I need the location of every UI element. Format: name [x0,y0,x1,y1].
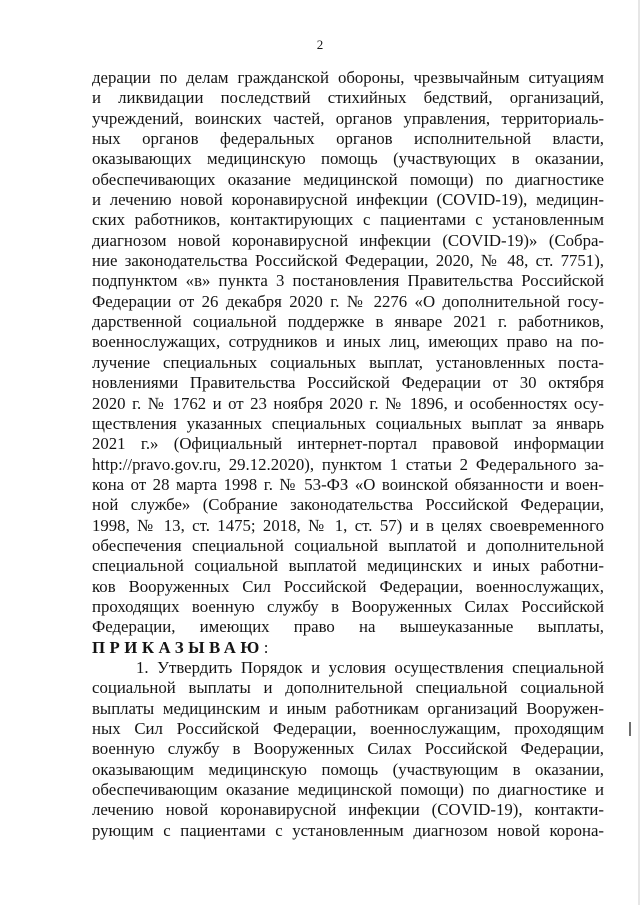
text-line: ных органов федеральных органов исполнительной власти, [92,129,604,149]
text-line: ков Вооруженных Сил Российской Федерации, военнослужащих, [92,576,604,596]
text-line: и ликвидации последствий стихийных бедствий, организаций, [92,88,604,108]
text-line: военнослужащих, сотрудников и иных лиц, имеющих право на по- [92,332,604,352]
text-line: проходящих военную службу в Вооруженных Силах Российской [92,596,604,616]
text-line: выплаты медицинским и иным работникам организаций Вооружен- [92,698,604,718]
text-line: учреждений, воинских частей, органов управления, территориаль- [92,108,604,128]
text-line: обеспечивающим оказание медицинской помощи) по диагностике и [92,780,604,800]
text-line: лечению новой коронавирусной инфекции (COVID-19), контакти- [92,800,604,820]
page-number: 2 [316,37,324,52]
text-line: военную службу в Вооруженных Силах Российской Федерации, [92,739,604,759]
order-colon: : [263,637,269,657]
text-line: 1998, № 13, ст. 1475; 2018, № 1, ст. 57) и в целях своевременного [92,515,604,535]
text-line: обеспечивающих оказание медицинской помощи) по диагностике [92,169,604,189]
text-line: ских работников, контактирующих с пациентами с установленным [92,210,604,230]
text-line: Федерации, имеющих право на вышеуказанные выплаты, [92,617,604,637]
text-line: кона от 28 марта 1998 г. № 53-ФЗ «О воинской обязанности и воен- [92,474,604,494]
order-word: ПРИКАЗЫВАЮ [92,637,264,657]
paragraph-preamble [92,68,604,658]
text-line: Федерации от 26 декабря 2020 г. № 2276 «О дополнительной госу- [92,291,604,311]
text-line: ной службе» (Собрание законодательства Российской Федерации, [92,495,604,515]
text-line: оказывающим медицинскую помощь (участвующим в оказании, [92,759,604,779]
text-line: обеспечения специальной социальной выплатой и дополнительной [92,535,604,555]
text-line: 2021 г.» (Официальный интернет-портал правовой информации [92,434,604,454]
text-line: диагнозом новой коронавирусной инфекции (COVID-19)» (Собра- [92,230,604,250]
text-line: ных Сил Российской Федерации, военнослужащим, проходящим [92,719,604,738]
text-line: http://pravo.gov.ru, 29.12.2020), пунктом 1 статьи 2 Федерального за- [92,454,604,474]
text-line: подпунктом «в» пункта 3 постановления Правительства Российской [92,271,604,291]
text-line: оказывающих медицинскую помощь (участвующих в оказании, [92,149,604,169]
order-line [92,638,604,658]
text-line: 2020 г. № 1762 и от 23 ноября 2020 г. № 1896, и особенностях осу- [92,393,604,413]
text-line: 1. Утвердить Порядок и условия осуществления специальной [136,657,604,677]
scan-artifact [629,722,631,736]
text-line: лучение специальных социальных выплат, установленных поста- [92,352,604,372]
paragraph-item-1 [92,658,604,841]
document-body [92,68,604,841]
text-line: и лечению новой коронавирусной инфекции (COVID-19), медицин- [92,190,604,210]
text-line: дерации по делам гражданской обороны, чрезвычайным ситуациям [92,68,604,87]
text-line: социальной выплаты и дополнительной специальной социальной [92,678,604,698]
text-line: ществления указанных специальных социальных выплат за январь [92,413,604,433]
text-line: ние законодательства Российской Федерации, 2020, № 48, ст. 7751), [92,251,604,271]
text-line: специальной социальной выплатой медицинских и иных работни- [92,556,604,576]
text-line: дарственной социальной поддержке в январе 2021 г. работников, [92,312,604,332]
text-line: рующим с пациентами с установленным диагнозом новой корона- [92,820,604,840]
text-line: новлениями Правительства Российской Федерации от 30 октября [92,373,604,393]
